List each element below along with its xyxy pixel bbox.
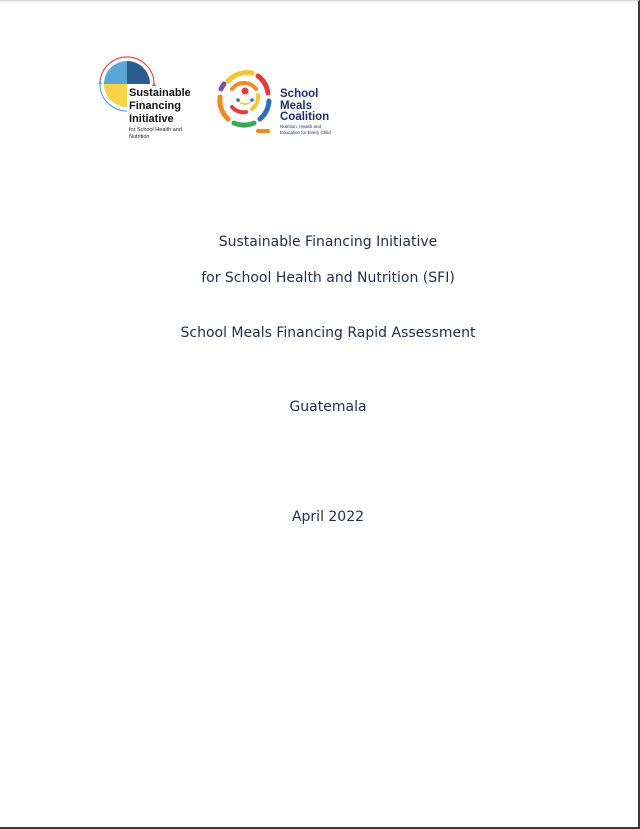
smc-logo-tagline bbox=[280, 124, 350, 135]
smc-logo-tagline-line: Nutrition, Health and bbox=[280, 124, 322, 129]
sfi-logo bbox=[96, 53, 216, 143]
smc-logo-name-line: Meals bbox=[280, 99, 312, 112]
sfi-logo-tagline-line: Nutrition bbox=[129, 133, 150, 140]
smc-logo-mark-icon bbox=[216, 67, 274, 139]
document-title-line-2: for School Health and Nutrition (SFI) bbox=[201, 270, 455, 286]
document-date: April 2022 bbox=[291, 509, 365, 525]
smc-logo-name-line: School bbox=[280, 88, 319, 100]
document-country: Guatemala bbox=[289, 399, 367, 415]
sfi-logo-name-line: Initiative bbox=[129, 113, 174, 125]
sfi-logo-name-line: Financing bbox=[129, 100, 181, 112]
document-title-line-1: Sustainable Financing Initiative bbox=[218, 234, 438, 250]
smc-logo bbox=[216, 67, 356, 143]
document-subtitle: School Meals Financing Rapid Assessment bbox=[180, 325, 476, 341]
sfi-logo-name bbox=[129, 87, 191, 126]
sfi-logo-tagline bbox=[129, 127, 199, 140]
sfi-logo-tagline-line: for School Health and bbox=[129, 127, 182, 133]
sfi-logo-name-line: Sustainable bbox=[129, 87, 191, 99]
smc-logo-name-line: Coalition bbox=[280, 111, 330, 123]
smc-logo-name bbox=[280, 89, 329, 124]
smc-logo-tagline-line: Education for Every Child bbox=[280, 129, 331, 135]
